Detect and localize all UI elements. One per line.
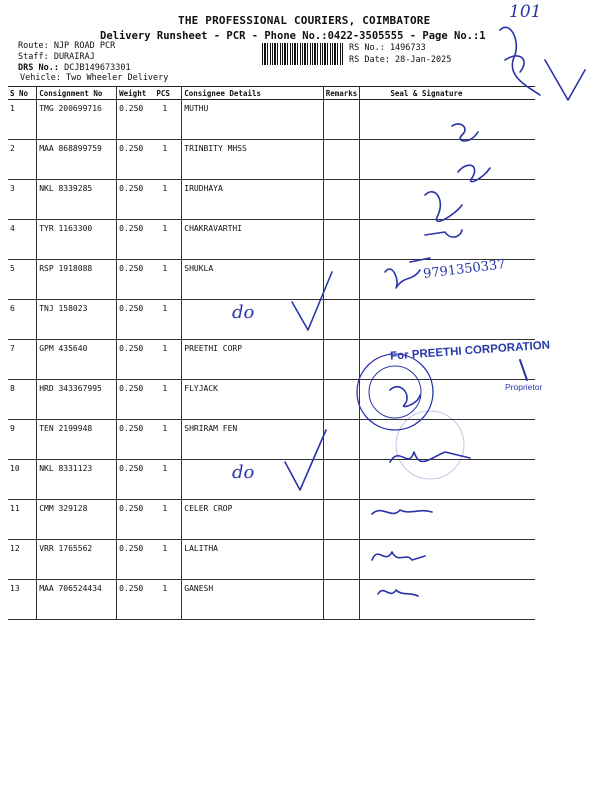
vehicle-label: Vehicle: Two Wheeler Delivery (20, 73, 169, 83)
signature-row12 (372, 552, 425, 560)
runsheet-title: THE PROFESSIONAL COURIERS, COIMBATORE (178, 14, 431, 27)
cell-consignee: SHRIRAM FEN (182, 420, 323, 460)
col-remarks: Remarks (323, 87, 360, 100)
cell-consignment: RSP 1918088 (37, 260, 117, 300)
cell-consignment: MAA 868899759 (37, 140, 117, 180)
cell-sno: 7 (8, 340, 37, 380)
cell-weight: 0.250 (117, 100, 155, 140)
col-consignee: Consignee Details (182, 87, 323, 100)
cell-weight: 0.250 (117, 300, 155, 340)
cell-consignment: NKL 8331123 (37, 460, 117, 500)
cell-weight: 0.250 (117, 380, 155, 420)
cell-consignment: NKL 8339285 (37, 180, 117, 220)
col-signature: Seal & Signature (360, 87, 535, 100)
cell-pcs: 1 (154, 540, 181, 580)
cell-consignee: CELER CROP (182, 500, 323, 540)
signature-row3 (458, 165, 490, 181)
cell-weight: 0.250 (117, 140, 155, 180)
cell-consignee: IRUDHAYA (182, 180, 323, 220)
faint-seal (396, 411, 464, 479)
cell-consignment: CMM 329128 (37, 500, 117, 540)
cell-pcs: 1 (154, 100, 181, 140)
cell-pcs: 1 (154, 340, 181, 380)
col-sno: S No (8, 87, 37, 100)
cell-pcs: 1 (154, 460, 181, 500)
cell-sno: 2 (8, 140, 37, 180)
cell-sno: 8 (8, 380, 37, 420)
cell-consignment: HRD 343367995 (37, 380, 117, 420)
cell-sno: 5 (8, 260, 37, 300)
cell-weight: 0.250 (117, 540, 155, 580)
col-pcs: PCS (154, 87, 181, 100)
drs-value: DCJB149673301 (64, 63, 131, 73)
cell-consignment: TMG 200699716 (37, 100, 117, 140)
cell-consignee: SHUKLA (182, 260, 323, 300)
cell-sno: 13 (8, 580, 37, 620)
cell-pcs: 1 (154, 180, 181, 220)
cell-consignee: LALITHA (182, 540, 323, 580)
cell-consignee: CHAKRAVARTHI (182, 220, 323, 260)
cell-sno: 1 (8, 100, 37, 140)
cell-sno: 11 (8, 500, 37, 540)
tick-mark-1 (292, 272, 332, 330)
signature-row10 (390, 452, 470, 462)
cell-weight: 0.250 (117, 580, 155, 620)
cell-pcs: 1 (154, 300, 181, 340)
route-label: Route: NJP ROAD PCR (18, 41, 116, 51)
rs-number: RS No.: 1496733 (349, 43, 426, 53)
handwritten-page-count: 101 (509, 2, 542, 22)
cell-sno: 3 (8, 180, 37, 220)
cell-weight: 0.250 (117, 500, 155, 540)
signature-row8 (390, 387, 420, 407)
proprietor-mark (520, 360, 527, 380)
cell-consignment: GPM 435640 (37, 340, 117, 380)
cell-consignment: TNJ 158023 (37, 300, 117, 340)
handwritten-ditto-1: do (232, 302, 255, 323)
cell-pcs: 1 (154, 140, 181, 180)
round-seal (357, 354, 433, 430)
cell-consignee: MUTHU (182, 100, 323, 140)
signature-row13 (378, 590, 418, 596)
cell-pcs: 1 (154, 220, 181, 260)
cell-sno: 6 (8, 300, 37, 340)
signature-top-right (500, 27, 585, 100)
cell-pcs: 1 (154, 580, 181, 620)
cell-pcs: 1 (154, 260, 181, 300)
cell-consignee: TRINBITY MHSS (182, 140, 323, 180)
cell-sno: 12 (8, 540, 37, 580)
cell-pcs: 1 (154, 380, 181, 420)
signature-row2 (452, 124, 478, 141)
cell-sno: 4 (8, 220, 37, 260)
cell-sno: 9 (8, 420, 37, 460)
cell-sno: 10 (8, 460, 37, 500)
signature-row4 (425, 192, 462, 237)
signature-row5 (385, 258, 430, 288)
cell-weight: 0.250 (117, 220, 155, 260)
rs-date: RS Date: 28-Jan-2025 (349, 55, 452, 65)
cell-weight: 0.250 (117, 180, 155, 220)
runsheet-subtitle: Delivery Runsheet - PCR - Phone No.:0422-3505555 - Page No.:1 (100, 30, 486, 42)
cell-consignee: GANESH (182, 580, 323, 620)
col-consignment: Consignment No (37, 87, 117, 100)
cell-consignee: PREETHI CORP (182, 340, 323, 380)
proprietor-stamp: Proprietor (505, 382, 543, 392)
cell-consignment: MAA 706524434 (37, 580, 117, 620)
cell-pcs: 1 (154, 420, 181, 460)
handwritten-phone: 9791350337 (422, 257, 507, 282)
cell-weight: 0.250 (117, 460, 155, 500)
signature-row11 (372, 510, 432, 514)
tick-mark-2 (285, 430, 326, 490)
staff-label: Staff: DURAIRAJ (18, 52, 95, 62)
cell-consignee: FLYJACK (182, 380, 323, 420)
cell-consignment: TYR 1163300 (37, 220, 117, 260)
cell-consignment: VRR 1765562 (37, 540, 117, 580)
col-weight: Weight (117, 87, 155, 100)
cell-weight: 0.250 (117, 420, 155, 460)
handwritten-ditto-2: do (232, 462, 255, 483)
cell-consignment: TEN 2199948 (37, 420, 117, 460)
cell-weight: 0.250 (117, 340, 155, 380)
company-stamp: For PREETHI CORPORATION (389, 339, 551, 363)
cell-weight: 0.250 (117, 260, 155, 300)
cell-pcs: 1 (154, 500, 181, 540)
drs-label: DRS No.: (18, 63, 59, 73)
